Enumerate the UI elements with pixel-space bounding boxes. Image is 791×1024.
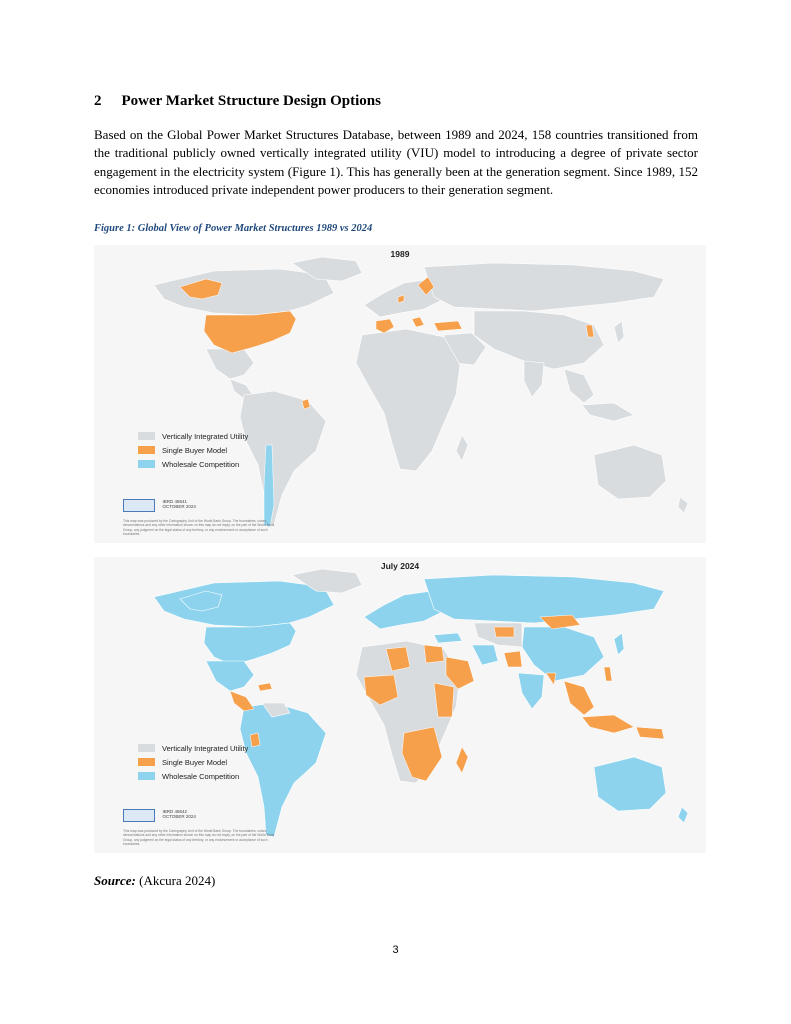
legend-label: Wholesale Competition — [162, 459, 240, 469]
legend-swatch-wholesale — [138, 460, 155, 468]
map-1989-legend — [138, 429, 248, 471]
legend-item-single-buyer — [138, 443, 248, 457]
map-1989-ibrd-id — [162, 499, 195, 509]
world-bank-logo-icon — [123, 809, 155, 822]
map-2024 — [94, 557, 706, 853]
legend-swatch-single-buyer — [138, 446, 155, 454]
legend-label: Single Buyer Model — [162, 445, 228, 455]
map-2024-ibrd-id — [162, 809, 195, 819]
source-label: Source: — [94, 873, 136, 888]
figure-caption: Figure 1: Global View of Power Market Structures 1989 vs 2024 — [94, 223, 373, 234]
map-date: OCTOBER 2024 — [162, 814, 196, 819]
map-date: OCTOBER 2024 — [162, 504, 196, 509]
world-bank-logo-icon — [123, 499, 155, 512]
legend-item-viu — [138, 429, 248, 443]
map-2024-title: July 2024 — [380, 561, 420, 571]
legend-label: Vertically Integrated Utility — [162, 431, 249, 441]
legend-label: Wholesale Competition — [162, 771, 240, 781]
page-number: 3 — [392, 944, 399, 956]
legend-item-single-buyer — [138, 755, 248, 769]
map-disclaimer: This map was produced by the Cartography Unit of the World Bank Group. The boundaries, colors, denominations and any other information shown on this map do not imply, on the part of the World Bank Group, any judgment on the legal status of any territory, or any endorsement or acceptance of such boundaries. — [123, 519, 275, 536]
section-heading — [94, 93, 381, 110]
map-2024-legend — [138, 741, 248, 783]
legend-item-wholesale — [138, 769, 248, 783]
legend-swatch-viu — [138, 744, 155, 752]
map-1989 — [94, 245, 706, 543]
legend-label: Vertically Integrated Utility — [162, 743, 249, 753]
legend-label: Single Buyer Model — [162, 757, 228, 767]
source-citation: (Akcura 2024) — [139, 873, 216, 888]
map-2024-credit — [123, 809, 283, 846]
map-disclaimer: This map was produced by the Cartography Unit of the World Bank Group. The boundaries, colors, denominations and any other information shown on this map do not imply, on the part of the World Bank Group, any judgment on the legal status of any territory, or any endorsement or acceptance of such boundaries. — [123, 829, 275, 846]
section-number: 2 — [94, 93, 102, 109]
legend-swatch-viu — [138, 432, 155, 440]
body-paragraph: Based on the Global Power Market Structures Database, between 1989 and 2024, 158 countries transitioned from the traditional publicly owned vertically integrated utility (VIU) model to introducing a degree of private sector engagement in the electricity system (Figure 1). This has generally been at the generation segment. Since 1989, 152 economies introduced private independent power producers to their generation segment. — [94, 127, 698, 197]
legend-item-wholesale — [138, 457, 248, 471]
legend-item-viu — [138, 741, 248, 755]
legend-swatch-single-buyer — [138, 758, 155, 766]
section-title: Power Market Structure Design Options — [121, 93, 381, 109]
map-1989-title: 1989 — [390, 249, 410, 259]
ibrd-number: IBRD 48641 — [162, 499, 187, 504]
map-1989-credit — [123, 499, 283, 536]
ibrd-number: IBRD 48642 — [162, 809, 187, 814]
figure-source — [94, 873, 215, 889]
legend-swatch-wholesale — [138, 772, 155, 780]
